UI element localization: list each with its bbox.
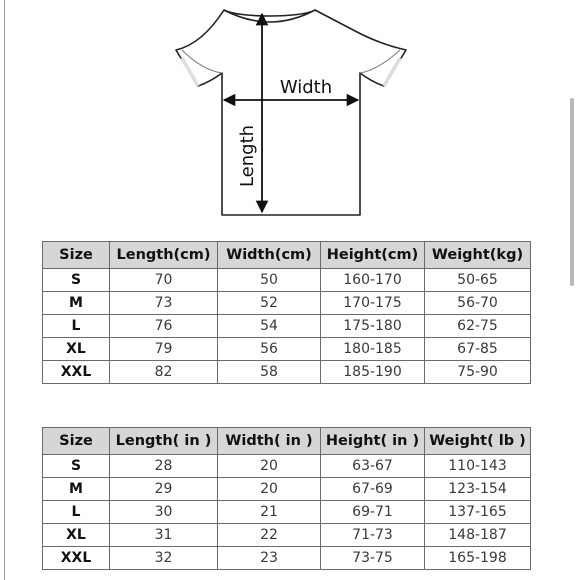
length-label: Length — [237, 124, 258, 188]
table-cell: 20 — [218, 455, 321, 478]
table-cell: 160-170 — [321, 269, 425, 292]
size-cell: S — [43, 455, 110, 478]
table-cell: 71-73 — [321, 524, 425, 547]
column-header: Width(cm) — [218, 242, 321, 269]
table-row — [43, 361, 531, 384]
column-header: Size — [43, 242, 110, 269]
table-cell: 165-198 — [425, 547, 531, 570]
table-cell: 175-180 — [321, 315, 425, 338]
table-cell: 22 — [218, 524, 321, 547]
table-cell: 137-165 — [425, 501, 531, 524]
table-row — [43, 547, 531, 570]
table-header-row — [43, 242, 531, 269]
table-cell: 29 — [110, 478, 218, 501]
table-row — [43, 269, 531, 292]
column-header: Weight(kg) — [425, 242, 531, 269]
table-cell: 56-70 — [425, 292, 531, 315]
table-row — [43, 478, 531, 501]
table-cell: 52 — [218, 292, 321, 315]
size-cell: S — [43, 269, 110, 292]
table-cell: 67-69 — [321, 478, 425, 501]
table-cell: 110-143 — [425, 455, 531, 478]
table-cell: 62-75 — [425, 315, 531, 338]
table-cell: 75-90 — [425, 361, 531, 384]
table-cell: 79 — [110, 338, 218, 361]
size-cell: XL — [43, 524, 110, 547]
column-header: Width( in ) — [218, 428, 321, 455]
table-row — [43, 292, 531, 315]
size-table-metric — [42, 241, 531, 384]
column-header: Size — [43, 428, 110, 455]
table-cell: 73 — [110, 292, 218, 315]
size-cell: L — [43, 315, 110, 338]
table-cell: 180-185 — [321, 338, 425, 361]
table-cell: 73-75 — [321, 547, 425, 570]
scrollbar[interactable] — [570, 98, 574, 286]
size-cell: XL — [43, 338, 110, 361]
size-cell: M — [43, 292, 110, 315]
table-cell: 63-67 — [321, 455, 425, 478]
table-cell: 185-190 — [321, 361, 425, 384]
table-cell: 123-154 — [425, 478, 531, 501]
size-cell: M — [43, 478, 110, 501]
table-cell: 50-65 — [425, 269, 531, 292]
table-cell: 20 — [218, 478, 321, 501]
table-row — [43, 338, 531, 361]
width-label: Width — [279, 77, 333, 98]
table-cell: 82 — [110, 361, 218, 384]
table-cell: 32 — [110, 547, 218, 570]
table-row — [43, 524, 531, 547]
tshirt-diagram — [160, 0, 420, 225]
table-cell: 170-175 — [321, 292, 425, 315]
left-divider — [4, 0, 5, 580]
table-cell: 28 — [110, 455, 218, 478]
column-header: Height( in ) — [321, 428, 425, 455]
column-header: Height(cm) — [321, 242, 425, 269]
size-table-imperial — [42, 427, 531, 570]
table-row — [43, 455, 531, 478]
table-cell: 70 — [110, 269, 218, 292]
column-header: Weight( lb ) — [425, 428, 531, 455]
table-cell: 67-85 — [425, 338, 531, 361]
table-cell: 69-71 — [321, 501, 425, 524]
table-cell: 31 — [110, 524, 218, 547]
table-cell: 148-187 — [425, 524, 531, 547]
table-cell: 50 — [218, 269, 321, 292]
table-header-row — [43, 428, 531, 455]
table-cell: 56 — [218, 338, 321, 361]
size-cell: XXL — [43, 547, 110, 570]
table-cell: 23 — [218, 547, 321, 570]
tshirt-outline-icon — [176, 10, 406, 215]
column-header: Length(cm) — [110, 242, 218, 269]
table-cell: 54 — [218, 315, 321, 338]
table-cell: 30 — [110, 501, 218, 524]
table-cell: 76 — [110, 315, 218, 338]
table-cell: 58 — [218, 361, 321, 384]
table-cell: 21 — [218, 501, 321, 524]
column-header: Length( in ) — [110, 428, 218, 455]
size-cell: XXL — [43, 361, 110, 384]
table-row — [43, 315, 531, 338]
size-cell: L — [43, 501, 110, 524]
table-row — [43, 501, 531, 524]
